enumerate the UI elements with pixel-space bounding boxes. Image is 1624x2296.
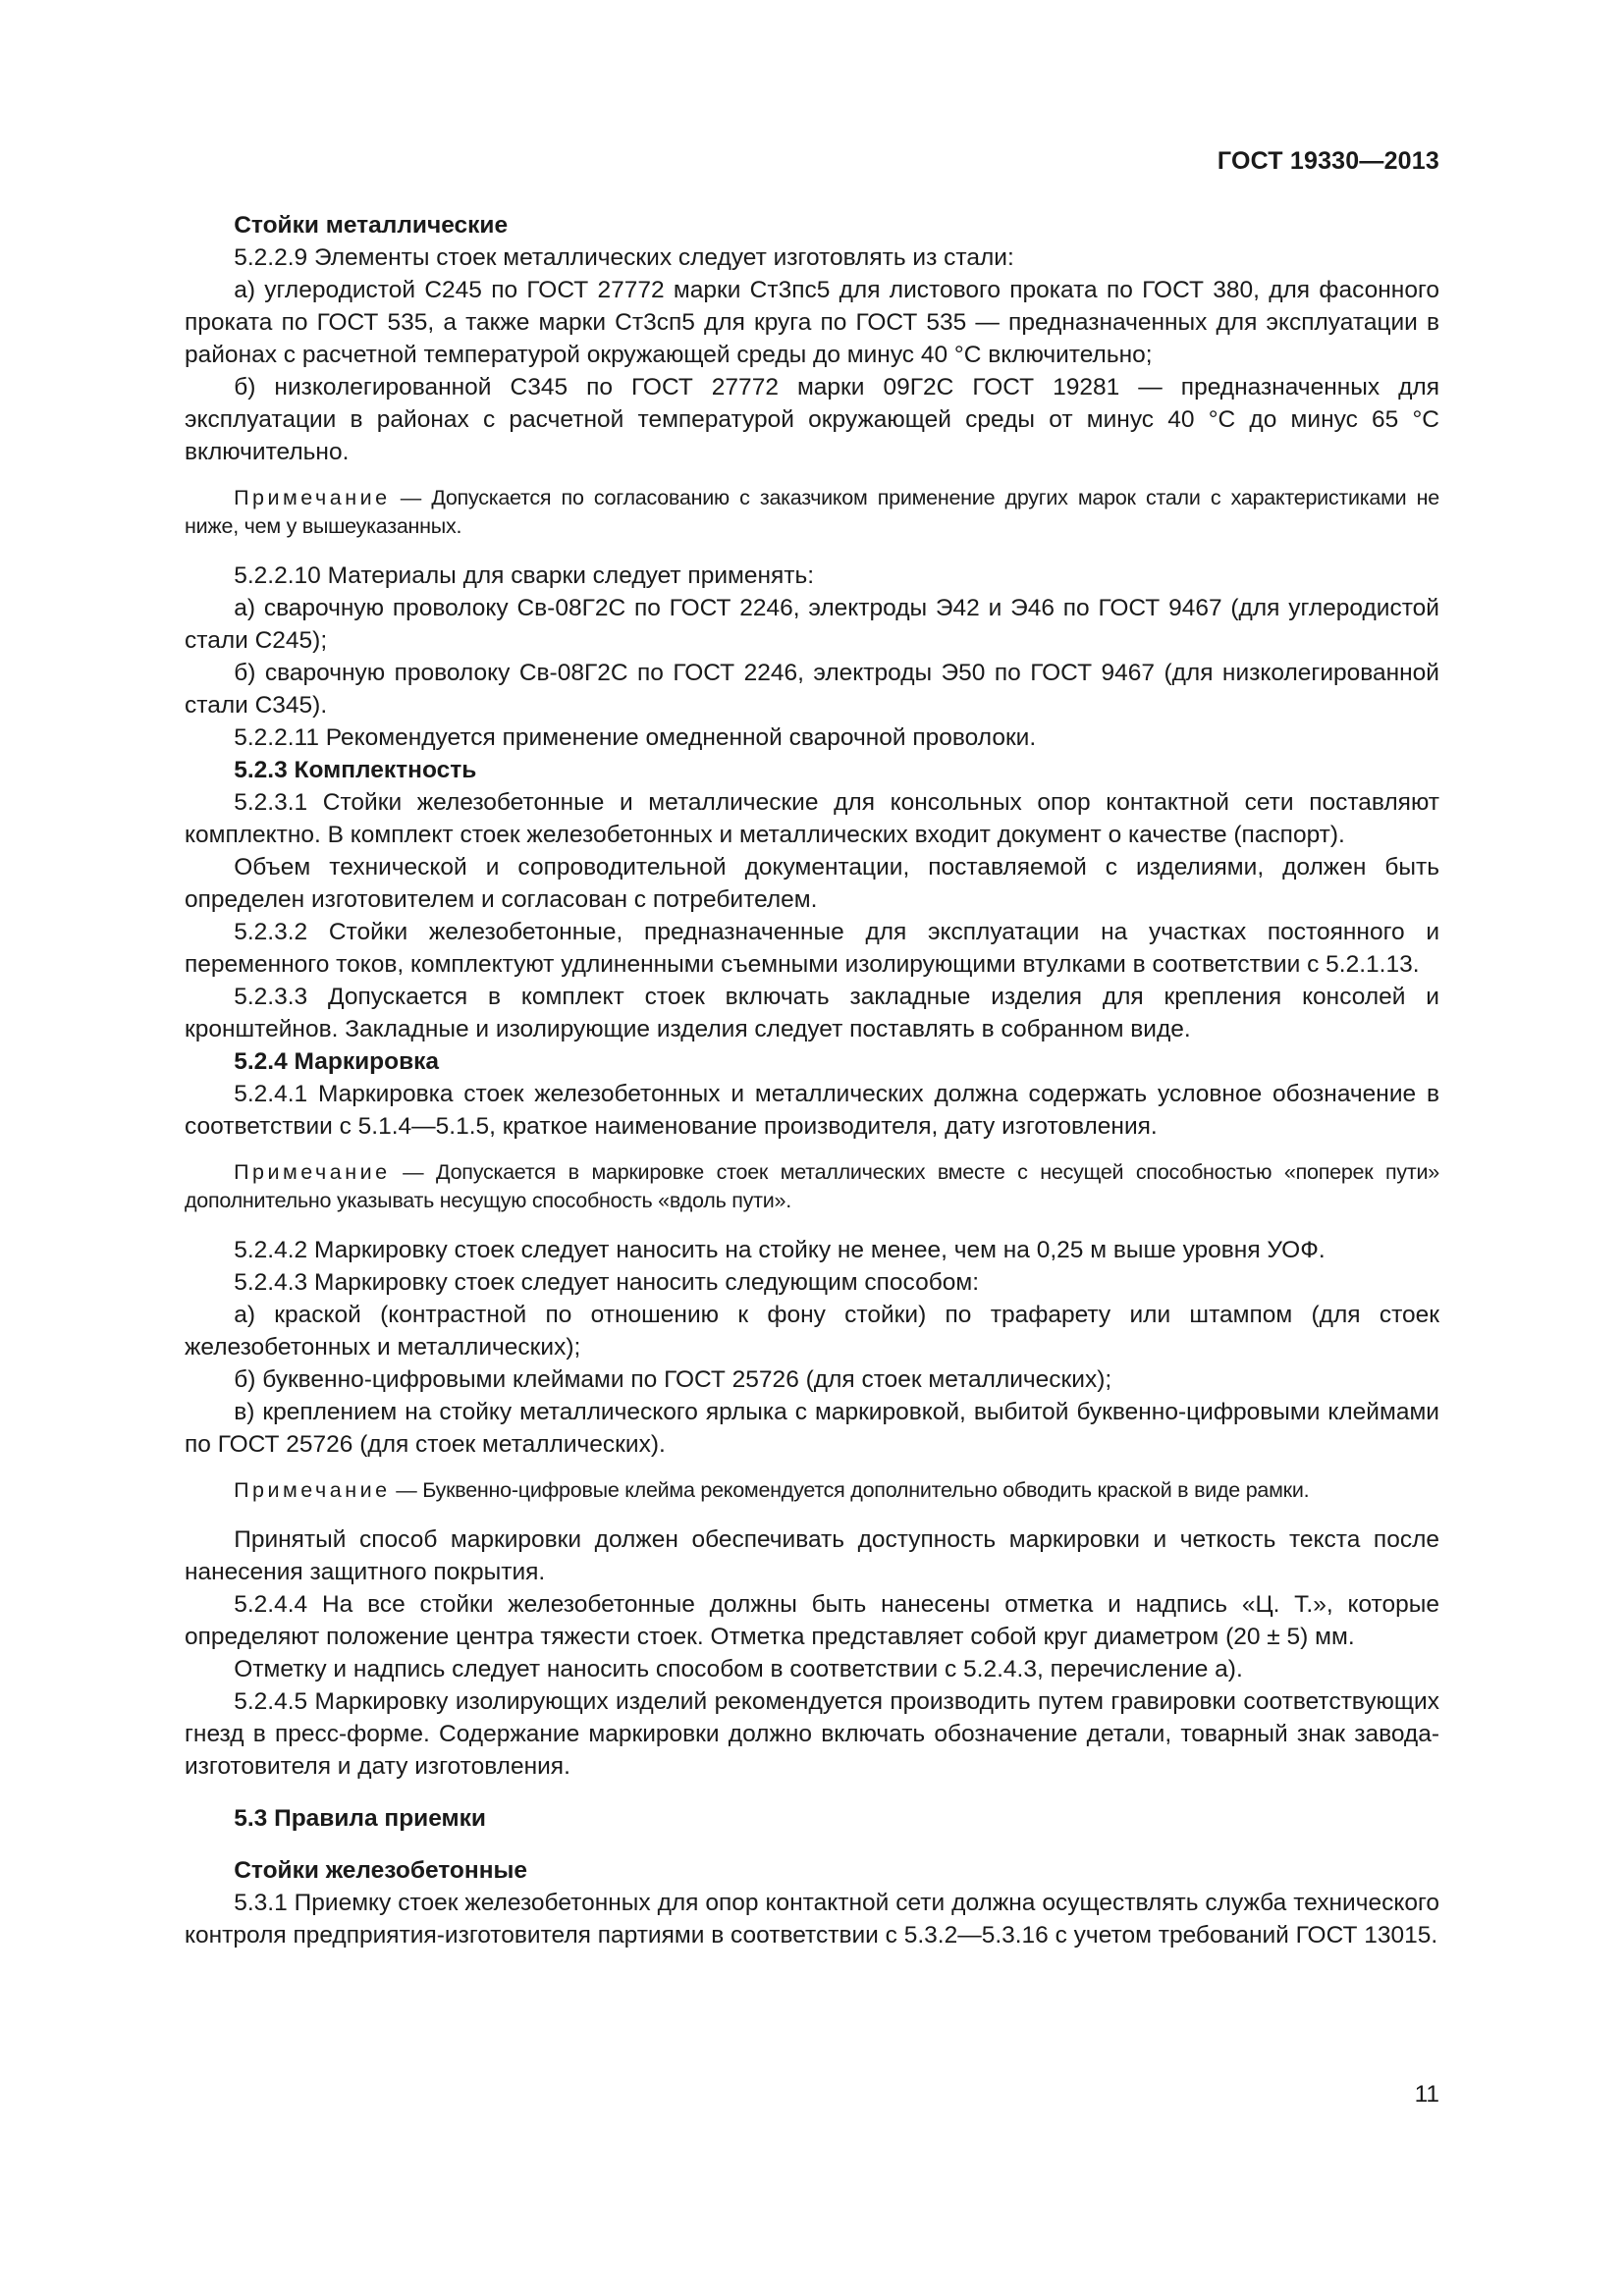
subheading: Стойки металлические xyxy=(234,212,509,239)
paragraph: 5.2.3.1 Стойки железобетонные и металлические для консольных опор контактной сети поставляют комплектно. В комплект стоек железобетонных и металлических входит документ о качестве (паспорт). xyxy=(185,789,1439,848)
paragraph: 5.3.1 Приемку стоек железобетонных для опор контактной сети должна осуществлять служба технического контроля предприятия-изготовителя партиями в соответствии с 5.3.2—5.3.16 с учетом требований ГОСТ 13015. xyxy=(185,1890,1439,1949)
note-label: Примечание xyxy=(234,486,391,509)
subheading: Стойки железобетонные xyxy=(234,1857,528,1884)
note xyxy=(185,1158,1439,1215)
document-header: ГОСТ 19330—2013 xyxy=(1217,147,1439,175)
paragraph: Принятый способ маркировки должен обеспечивать доступность маркировки и четкость текста после нанесения защитного покрытия. xyxy=(185,1526,1439,1585)
paragraph: 5.2.2.10 Материалы для сварки следует применять: xyxy=(234,562,815,589)
paragraph: 5.2.3.2 Стойки железобетонные, предназначенные для эксплуатации на участках постоянного и переменного токов, комплектуют удлиненными съемными изолирующими втулками в соответствии с 5.2.1.13. xyxy=(185,919,1439,978)
list-item: а) краской (контрастной по отношению к фону стойки) по трафарету или штампом (для стоек железобетонных и металлических); xyxy=(185,1302,1439,1361)
note-text: — Допускается в маркировке стоек металлических вместе с несущей способностью «поперек пути» дополнительно указывать несущую способность «вдоль пути». xyxy=(185,1160,1439,1212)
note xyxy=(185,484,1439,541)
note-label: Примечание xyxy=(234,1478,391,1502)
paragraph: 5.2.2.11 Рекомендуется применение омедненной сварочной проволоки. xyxy=(234,724,1037,751)
paragraph: 5.2.4.2 Маркировку стоек следует наносить на стойку не менее, чем на 0,25 м выше уровня УОФ. xyxy=(234,1237,1326,1263)
note-label: Примечание xyxy=(234,1160,391,1184)
paragraph: Отметку и надпись следует наносить способом в соответствии с 5.2.4.3, перечисление а). xyxy=(234,1656,1243,1682)
paragraph: 5.2.4.5 Маркировку изолирующих изделий рекомендуется производить путем гравировки соответствующих гнезд в пресс-форме. Содержание маркировки должно включать обозначение детали, товарный знак завода-изготовителя и дату изготовления. xyxy=(185,1688,1439,1780)
note xyxy=(185,1476,1439,1505)
paragraph: 5.2.4.1 Маркировка стоек железобетонных и металлических должна содержать условное обозначение в соответствии с 5.1.4—5.1.5, краткое наименование производителя, дату изготовления. xyxy=(185,1081,1439,1140)
list-item: б) буквенно-цифровыми клеймами по ГОСТ 25726 (для стоек металлических); xyxy=(234,1366,1112,1393)
list-item: б) низколегированной С345 по ГОСТ 27772 марки 09Г2С ГОСТ 19281 — предназначенных для эксплуатации в районах с расчетной температурой окружающей среды от минус 40 °С до минус 65 °С включительно. xyxy=(185,374,1439,465)
paragraph: 5.2.2.9 Элементы стоек металлических следует изготовлять из стали: xyxy=(234,244,1014,271)
paragraph: 5.2.4.3 Маркировку стоек следует наносить следующим способом: xyxy=(234,1269,980,1296)
page-number: 11 xyxy=(1414,2081,1439,2108)
list-item: б) сварочную проволоку Св-08Г2С по ГОСТ 2246, электроды Э50 по ГОСТ 9467 (для низколегированной стали С345). xyxy=(185,660,1439,719)
list-item: а) сварочную проволоку Св-08Г2С по ГОСТ 2246, электроды Э42 и Э46 по ГОСТ 9467 (для углеродистой стали С245); xyxy=(185,595,1439,654)
note-text: — Буквенно-цифровые клейма рекомендуется дополнительно обводить краской в виде рамки. xyxy=(390,1478,1310,1502)
list-item: в) креплением на стойку металлического ярлыка с маркировкой, выбитой буквенно-цифровыми клеймами по ГОСТ 25726 (для стоек металлических). xyxy=(185,1399,1439,1458)
list-item: а) углеродистой С245 по ГОСТ 27772 марки Ст3пс5 для листового проката по ГОСТ 380, для фасонного проката по ГОСТ 535, а также марки Ст3сп5 для круга по ГОСТ 535 — предназначенных для эксплуатации в районах с расчетной температурой окружающей среды до минус 40 °С включительно; xyxy=(185,277,1439,368)
paragraph: 5.2.3.3 Допускается в комплект стоек включать закладные изделия для крепления консолей и кронштейнов. Закладные и изолирующие изделия следует поставлять в собранном виде. xyxy=(185,984,1439,1042)
note-text: — Допускается по согласованию с заказчиком применение других марок стали с характеристиками не ниже, чем у вышеуказанных. xyxy=(185,486,1439,538)
paragraph: 5.2.4.4 На все стойки железобетонные должны быть нанесены отметка и надпись «Ц. Т.», которые определяют положение центра тяжести стоек. Отметка представляет собой круг диаметром (20 ± 5) мм. xyxy=(185,1591,1439,1650)
section-heading: 5.3 Правила приемки xyxy=(234,1805,486,1832)
paragraph: Объем технической и сопроводительной документации, поставляемой с изделиями, должен быть определен изготовителем и согласован с потребителем. xyxy=(185,854,1439,913)
section-heading: 5.2.4 Маркировка xyxy=(234,1048,440,1075)
page-content xyxy=(185,209,1439,1951)
section-heading: 5.2.3 Комплектность xyxy=(234,757,477,783)
